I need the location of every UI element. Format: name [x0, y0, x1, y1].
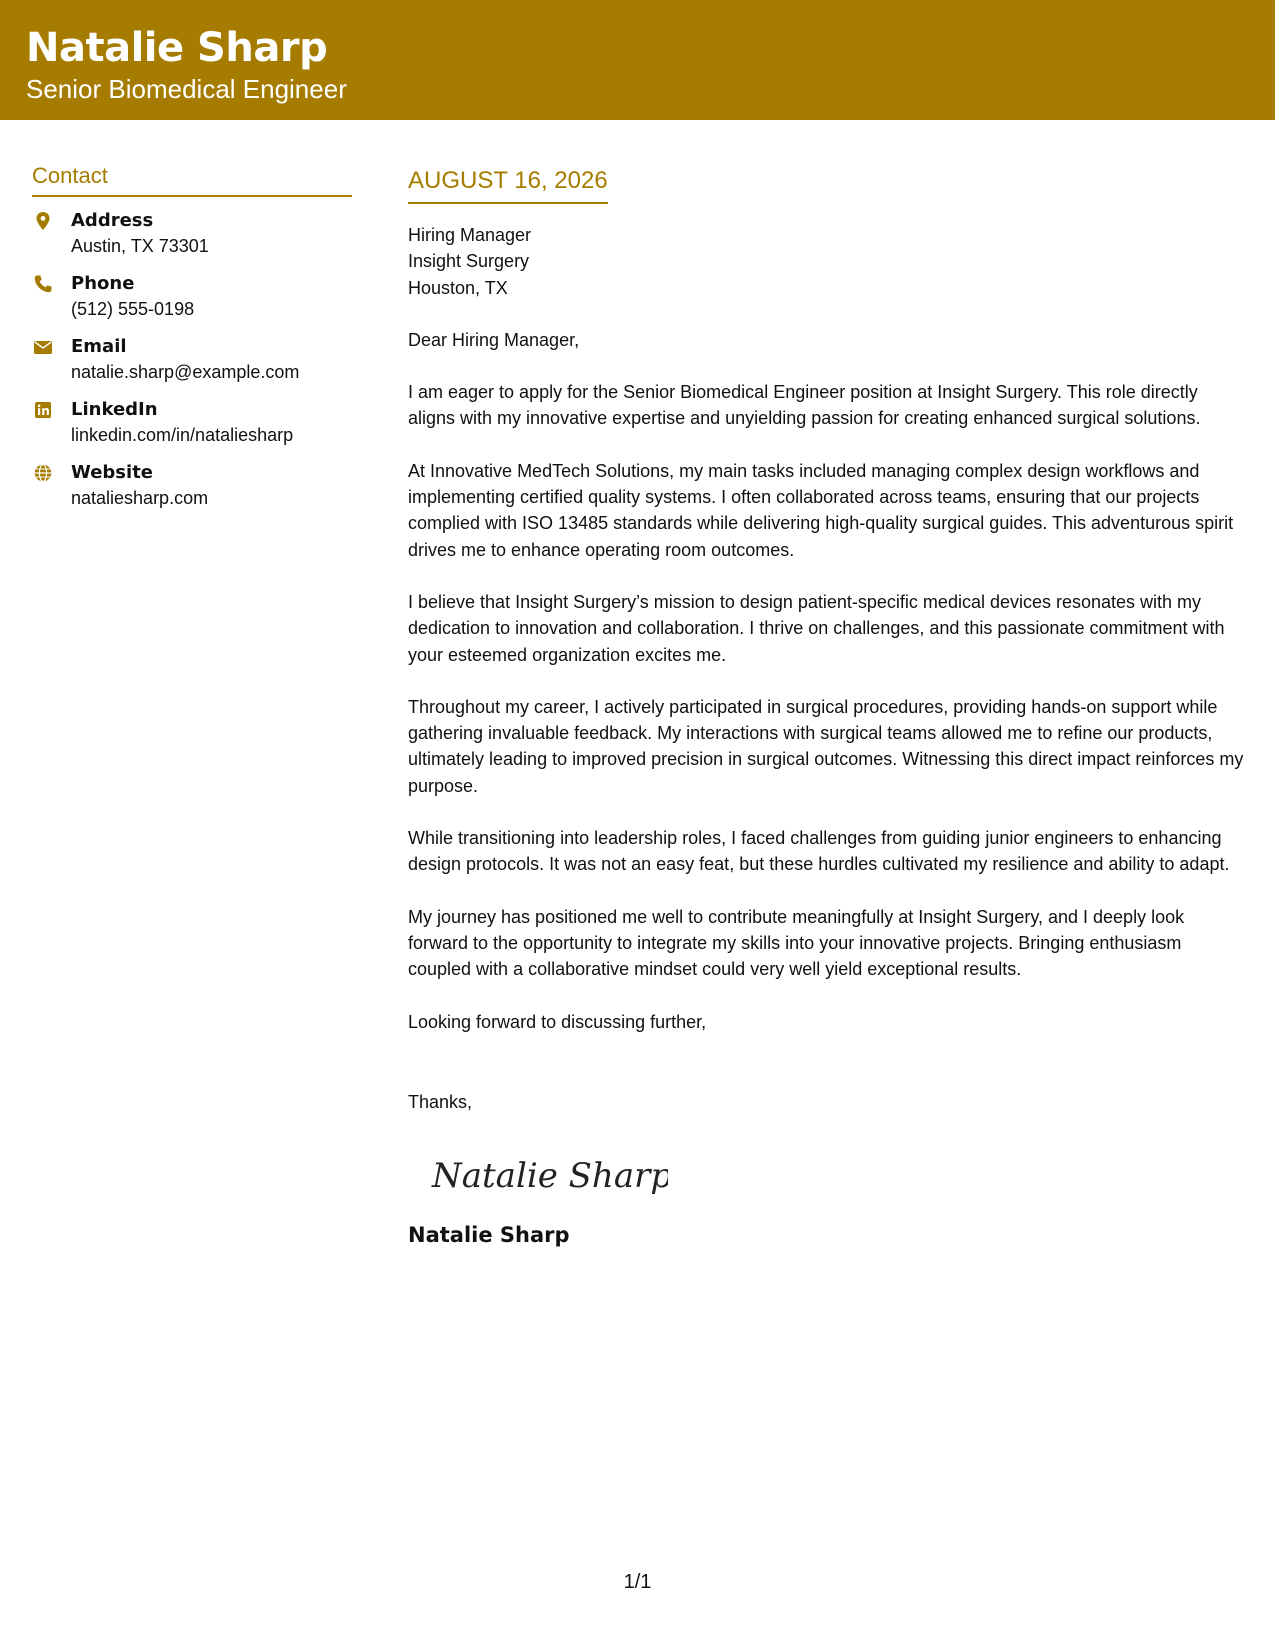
linkedin-icon — [33, 400, 53, 420]
letter-body — [408, 164, 1248, 1249]
letter-date: AUGUST 16, 2026 — [408, 164, 608, 204]
contact-label: Phone — [71, 273, 135, 294]
contact-item-address — [32, 209, 352, 272]
contact-value: nataliesharp.com — [71, 488, 209, 508]
contact-label: Address — [71, 210, 154, 231]
location-pin-icon — [33, 211, 53, 231]
globe-icon — [33, 463, 53, 483]
contact-section-title: Contact — [32, 160, 352, 197]
body-paragraph: I believe that Insight Surgery’s mission to design patient-specific medical devices resonates with my dedication to innovation and collaboration. I thrive on challenges, and this passionate commitment with your esteemed organization excites me. — [408, 591, 1225, 665]
contact-label: Website — [71, 462, 154, 483]
contact-item-website — [32, 461, 352, 524]
phone-icon — [33, 274, 53, 294]
contact-value: Austin, TX 73301 — [71, 236, 209, 256]
body-paragraph: At Innovative MedTech Solutions, my main tasks included managing complex design workflows and implementing certified quality systems. I often collaborated across teams, ensuring that our projects complied with ISO 13485 standards while delivering high-quality surgical guides. This adventurous spirit drives me to enhance operating room outcomes. — [408, 460, 1234, 560]
recipient-line: Insight Surgery — [408, 251, 530, 272]
applicant-title: Senior Biomedical Engineer — [26, 74, 347, 104]
contact-item-phone — [32, 272, 352, 335]
signoff: Thanks, — [408, 1091, 473, 1112]
header-banner — [0, 0, 1275, 120]
salutation: Dear Hiring Manager, — [408, 329, 580, 350]
contact-item-email — [32, 335, 352, 398]
body-paragraph: Throughout my career, I actively participated in surgical procedures, providing hands-on support while gathering invaluable feedback. My interactions with surgical teams allowed me to refine our products, ultimately leading to improved precision in surgical outcomes. Witnessing this direct impact reinforces my purpose. — [408, 696, 1244, 796]
contact-label: Email — [71, 336, 127, 357]
body-paragraph: I am eager to apply for the Senior Biomedical Engineer position at Insight Surgery. This role directly aligns with my innovative expertise and unyielding passion for creating enhanced surgical solutions. — [408, 382, 1201, 429]
contact-value: natalie.sharp@example.com — [71, 362, 300, 382]
handwritten-signature — [428, 1143, 1248, 1207]
page-number: 1/1 — [623, 1571, 652, 1593]
recipient-line: Houston, TX — [408, 277, 508, 298]
signer-name: Natalie Sharp — [408, 1223, 570, 1248]
closing-line: Looking forward to discussing further, — [408, 1011, 707, 1032]
envelope-icon — [33, 337, 53, 357]
contact-sidebar — [32, 160, 352, 524]
contact-label: LinkedIn — [71, 399, 158, 420]
contact-value: linkedin.com/in/nataliesharp — [71, 425, 294, 445]
contact-item-linkedin — [32, 398, 352, 461]
body-paragraph: My journey has positioned me well to contribute meaningfully at Insight Surgery, and I deeply look forward to the opportunity to integrate my skills into your innovative projects. Bringing enthusiasm coupled with a collaborative mindset could very well yield exceptional results. — [408, 906, 1185, 980]
applicant-name: Natalie Sharp — [26, 25, 328, 71]
recipient-line: Hiring Manager — [408, 225, 532, 245]
recipient-block — [408, 222, 1248, 301]
contact-value: (512) 555-0198 — [71, 299, 195, 319]
signature-text: Natalie Sharp — [432, 1156, 668, 1197]
body-paragraph: While transitioning into leadership roles, I faced challenges from guiding junior engineers to enhancing design protocols. It was not an easy feat, but these hurdles cultivated my resilience and ability to adapt. — [408, 828, 1230, 875]
